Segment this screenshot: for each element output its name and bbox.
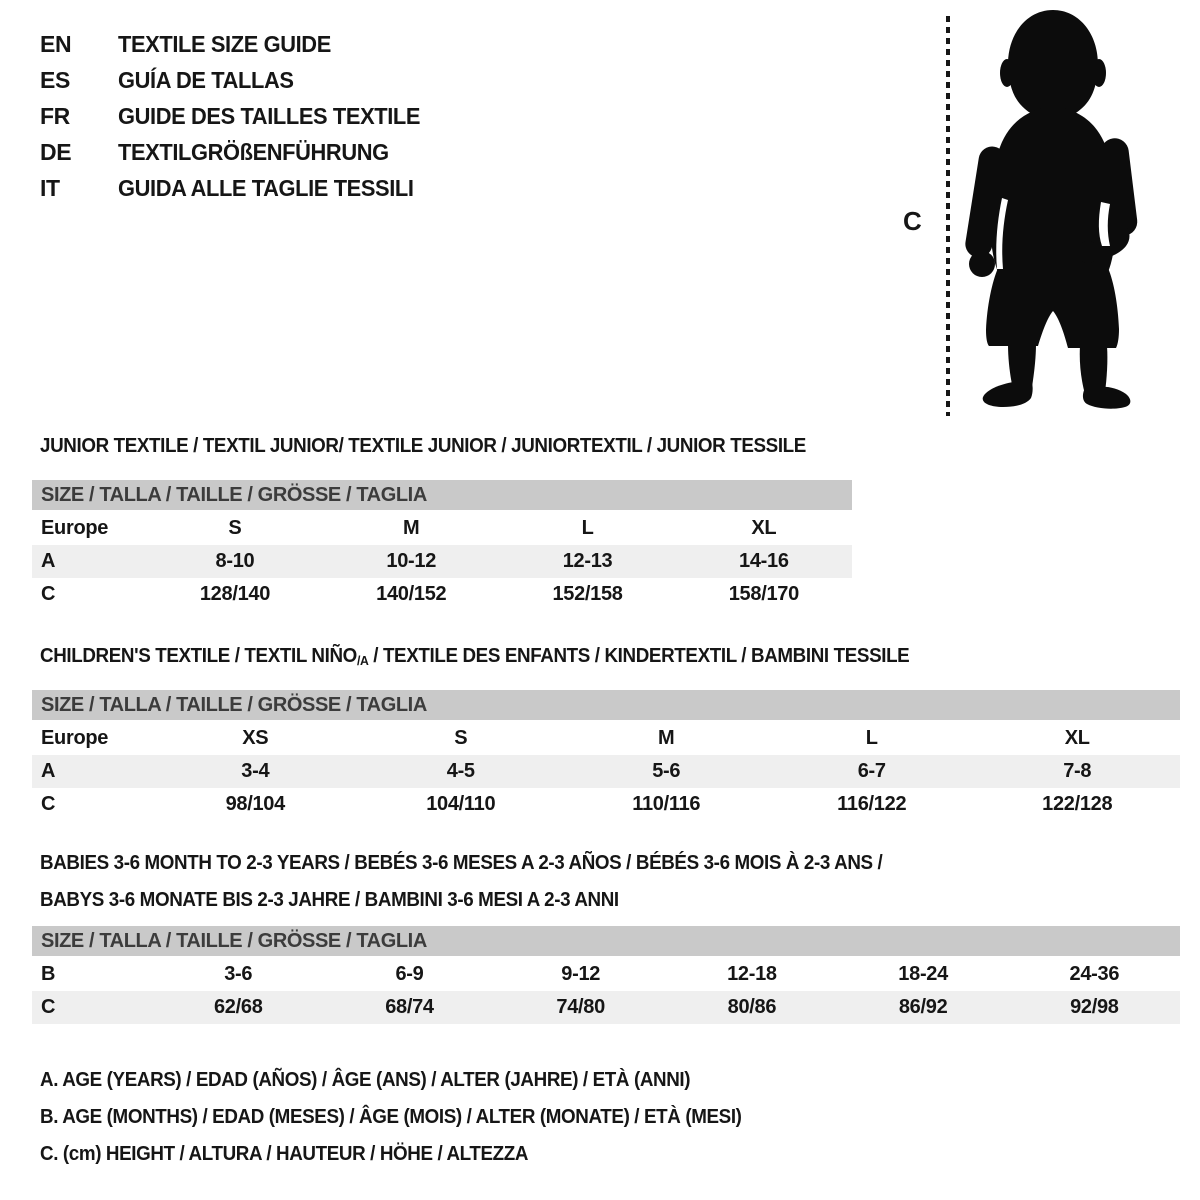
table-row-height-cm	[32, 578, 852, 611]
height-cell: 62/68	[213, 996, 263, 1018]
junior-size-header-bar: SIZE / TALLA / TAILLE / GRÖSSE / TAGLIA	[32, 480, 852, 510]
babies-title-line-1: BABIES 3-6 MONTH TO 2-3 YEARS / BEBÉS 3-6 MESES A 2-3 AÑOS / BÉBÉS 3-6 MOIS À 2-3 ANS /	[40, 852, 883, 874]
age-cell: 3-6	[224, 963, 253, 985]
table-row-height-cm	[32, 788, 1180, 821]
age-cell: 4-5	[446, 760, 475, 782]
legend	[40, 1062, 786, 1173]
language-row-de	[40, 134, 436, 170]
age-cell: 6-7	[857, 760, 886, 782]
row-label-cell: Europe	[41, 517, 109, 539]
language-row-fr	[40, 98, 436, 134]
age-cell: 9-12	[561, 963, 601, 985]
guide-title-es: GUÍA DE TALLAS	[118, 66, 294, 93]
size-cell: XL	[1064, 727, 1090, 749]
language-header	[40, 26, 436, 206]
size-cell: S	[228, 517, 242, 539]
height-cell: 128/140	[199, 583, 271, 605]
size-cell: L	[865, 727, 878, 749]
row-label-cell: C	[41, 793, 56, 815]
height-measure-label: C	[903, 206, 922, 236]
language-code: ES	[40, 66, 70, 93]
row-label-cell: B	[41, 963, 56, 985]
row-label-cell: C	[41, 583, 56, 605]
age-cell: 12-13	[562, 550, 613, 572]
age-cell: 10-12	[386, 550, 437, 572]
junior-size-table	[32, 480, 852, 611]
babies-size-table	[32, 926, 1180, 1024]
babies-section-title	[40, 845, 882, 919]
height-cell: 98/104	[225, 793, 285, 815]
height-cell: 80/86	[727, 996, 777, 1018]
children-size-header-bar: SIZE / TALLA / TAILLE / GRÖSSE / TAGLIA	[32, 690, 1180, 720]
height-cell: 104/110	[426, 793, 496, 815]
age-cell: 6-9	[395, 963, 424, 985]
row-label-cell: C	[41, 996, 56, 1018]
children-size-table	[32, 690, 1180, 821]
guide-title-it: GUIDA ALLE TAGLIE TESSILI	[118, 174, 414, 201]
age-cell: 14-16	[739, 550, 789, 572]
guide-title-de: TEXTILGRÖßENFÜHRUNG	[118, 138, 389, 165]
age-cell: 24-36	[1069, 963, 1120, 985]
table-row-age-years	[32, 545, 852, 578]
height-cell: 116/122	[837, 793, 907, 815]
height-cell: 122/128	[1042, 793, 1113, 815]
babies-size-header-bar: SIZE / TALLA / TAILLE / GRÖSSE / TAGLIA	[32, 926, 1180, 956]
table-row-age-years	[32, 755, 1180, 788]
age-cell: 3-4	[241, 760, 270, 782]
height-cell: 74/80	[556, 996, 605, 1018]
table-row-europe	[32, 512, 852, 545]
height-cell: 158/170	[728, 583, 799, 605]
height-cell: 68/74	[385, 996, 434, 1018]
language-row-en	[40, 26, 436, 62]
children-title-text: CHILDREN'S TEXTILE / TEXTIL NIÑO	[40, 645, 357, 667]
language-row-es	[40, 62, 436, 98]
language-code: FR	[40, 102, 70, 129]
language-row-it	[40, 170, 436, 206]
table-row-europe	[32, 722, 1180, 755]
age-cell: 18-24	[898, 963, 948, 985]
language-code: IT	[40, 174, 60, 201]
language-code: DE	[40, 138, 72, 165]
height-measure-dotted-line	[946, 16, 950, 416]
age-cell: 5-6	[652, 760, 681, 782]
height-cell: 140/152	[376, 583, 447, 605]
size-cell: XL	[751, 517, 777, 539]
size-cell: L	[581, 517, 594, 539]
size-cell: S	[454, 727, 468, 749]
size-cell: M	[658, 727, 675, 749]
age-cell: 12-18	[727, 963, 777, 985]
toddler-silhouette-icon	[958, 6, 1148, 418]
children-title-subscript: /A	[356, 653, 369, 668]
row-label-cell: A	[41, 550, 56, 572]
age-cell: 7-8	[1063, 760, 1092, 782]
row-label-cell: Europe	[41, 727, 109, 749]
guide-title-en: TEXTILE SIZE GUIDE	[118, 30, 331, 57]
babies-title-line-2: BABYS 3-6 MONATE BIS 2-3 JAHRE / BAMBINI 3-6 MESI A 2-3 ANNI	[40, 889, 619, 911]
row-label-cell: A	[41, 760, 56, 782]
height-cell: 86/92	[898, 996, 948, 1018]
height-cell: 152/158	[552, 583, 623, 605]
language-code: EN	[40, 30, 72, 57]
legend-line-c: C. (cm) HEIGHT / ALTURA / HAUTEUR / HÖHE / ALTEZZA	[40, 1143, 529, 1165]
guide-title-fr: GUIDE DES TAILLES TEXTILE	[118, 102, 421, 129]
height-cell: 110/116	[632, 793, 701, 815]
table-row-height-cm	[32, 991, 1180, 1024]
junior-section-title: JUNIOR TEXTILE / TEXTIL JUNIOR/ TEXTILE JUNIOR / JUNIORTEXTIL / JUNIOR TESSILE	[40, 435, 806, 457]
legend-line-b: B. AGE (MONTHS) / EDAD (MESES) / ÂGE (MOIS) / ALTER (MONATE) / ETÀ (MESI)	[40, 1106, 742, 1128]
children-section-title	[40, 644, 909, 673]
age-cell: 8-10	[215, 550, 255, 572]
size-cell: M	[403, 517, 420, 539]
height-cell: 92/98	[1070, 996, 1119, 1018]
table-row-age-months	[32, 958, 1180, 991]
size-cell: XS	[242, 727, 269, 749]
legend-line-a: A. AGE (YEARS) / EDAD (AÑOS) / ÂGE (ANS) / ALTER (JAHRE) / ETÀ (ANNI)	[40, 1069, 691, 1091]
children-title-text: / TEXTILE DES ENFANTS / KINDERTEXTIL / BAMBINI TESSILE	[368, 645, 910, 667]
